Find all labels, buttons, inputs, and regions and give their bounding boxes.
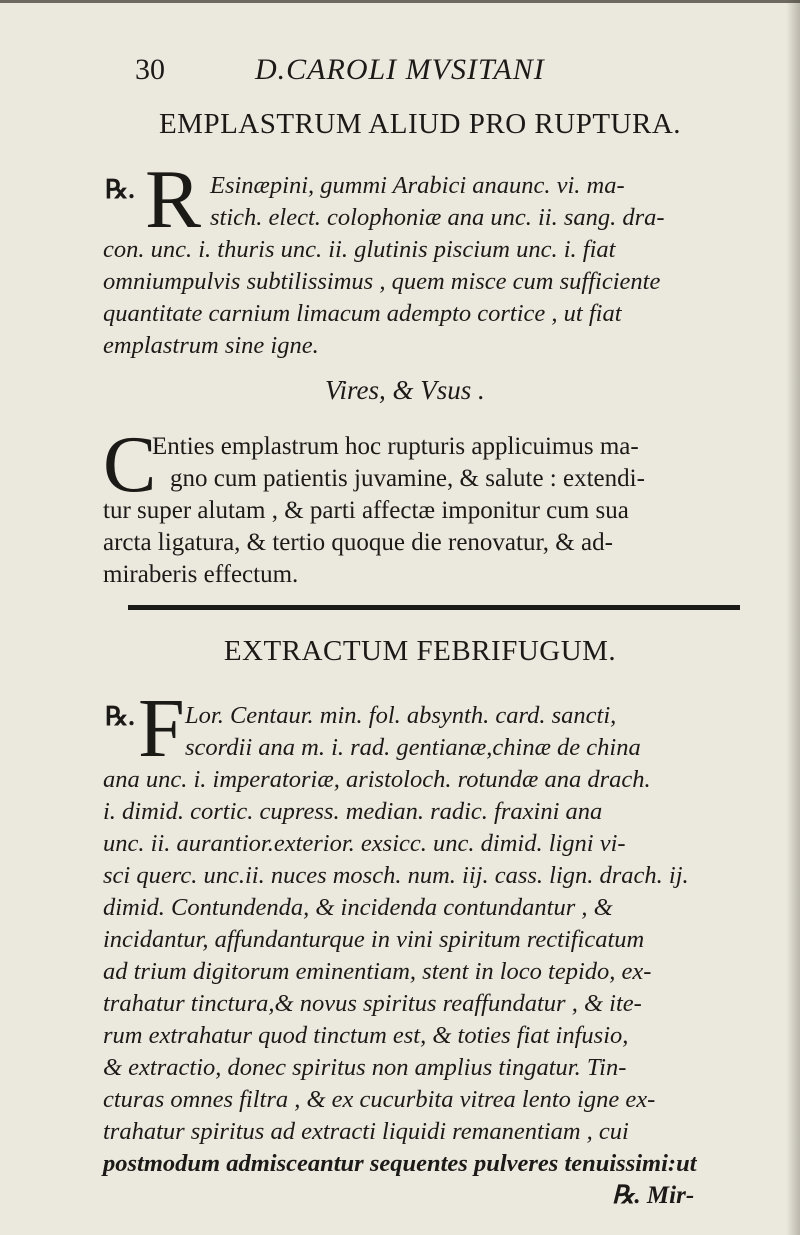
catchword: ℞. Mir-: [612, 1182, 695, 1209]
drop-cap-c: C: [103, 421, 157, 509]
running-title: D.CAROLI MVSITANI: [255, 53, 545, 86]
text-line: Enties emplastrum hoc rupturis applicuimus ma-: [152, 433, 639, 460]
text-line: Esinæpini, gummi Arabici anaunc. vi. ma-: [210, 172, 625, 199]
text-line: omniumpulvis subtilissimus , quem misce cum sufficiente: [103, 268, 661, 295]
text-line: Lor. Centaur. min. fol. absynth. card. sancti,: [185, 702, 617, 729]
running-head: [135, 50, 695, 90]
text-line: arcta ligatura, & tertio quoque die renovatur, & ad-: [103, 529, 613, 556]
text-line: i. dimid. cortic. cupress. median. radic. fraxini ana: [103, 798, 603, 825]
section-heading-extractum: EXTRACTUM FEBRIFUGUM.: [223, 635, 617, 667]
text-line: incidantur, affundanturque in vini spiritum rectificatum: [103, 926, 645, 953]
text-line: cturas omnes filtra , & ex cucurbita vitrea lento igne ex-: [103, 1086, 656, 1113]
text-line: emplastrum sine igne.: [103, 332, 319, 359]
text-line: trahatur tinctura,& novus spiritus reaffundatur , & ite-: [103, 990, 642, 1017]
subheading-vires: Vires, & Vsus .: [325, 375, 485, 405]
text-line: ad trium digitorum eminentiam, stent in loco tepido, ex-: [103, 958, 652, 985]
page-gutter-shadow: [786, 0, 800, 1235]
recipe-sign: ℞.: [105, 702, 135, 731]
text-line: miraberis effectum.: [103, 561, 299, 588]
text-line: ana unc. i. imperatoriæ, aristoloch. rotundæ ana drach.: [103, 766, 651, 793]
text-line: sci querc. unc.ii. nuces mosch. num. iij. cass. lign. drach. ij.: [103, 862, 689, 889]
text-line: quantitate carnium limacum adempto cortice , ut fiat: [103, 300, 622, 327]
page-number: 30: [135, 53, 165, 86]
text-line: postmodum admisceantur sequentes pulveres tenuissimi:ut: [103, 1150, 697, 1177]
page-top-border: [0, 0, 800, 3]
text-line: con. unc. i. thuris unc. ii. glutinis piscium unc. i. fiat: [103, 236, 616, 263]
drop-cap-f: F: [138, 682, 185, 775]
text-line: tur super alutam , & parti affectæ imponitur cum sua: [103, 497, 629, 524]
text-line: gno cum patientis juvamine, & salute : extendi-: [170, 465, 645, 492]
section-heading-emplastrum: EMPLASTRUM ALIUD PRO RUPTURA.: [158, 108, 682, 140]
text-line: scordii ana m. i. rad. gentianæ,chinæ de china: [185, 734, 641, 761]
drop-cap-r: R: [145, 153, 202, 246]
text-line: stich. elect. colophoniæ ana unc. ii. sang. dra-: [210, 204, 665, 231]
text-line: rum extrahatur quod tinctum est, & toties fiat infusio,: [103, 1022, 629, 1049]
section-divider-rule: [128, 605, 740, 610]
text-line: & extractio, donec spiritus non amplius tingatur. Tin-: [103, 1054, 627, 1081]
recipe-sign: ℞.: [105, 175, 135, 204]
text-line: trahatur spiritus ad extracti liquidi remanentiam , cui: [103, 1118, 629, 1145]
text-line: unc. ii. aurantior.exterior. exsicc. unc. dimid. ligni vi-: [103, 830, 626, 857]
text-line: dimid. Contundenda, & incidenda contundantur , &: [103, 894, 613, 921]
